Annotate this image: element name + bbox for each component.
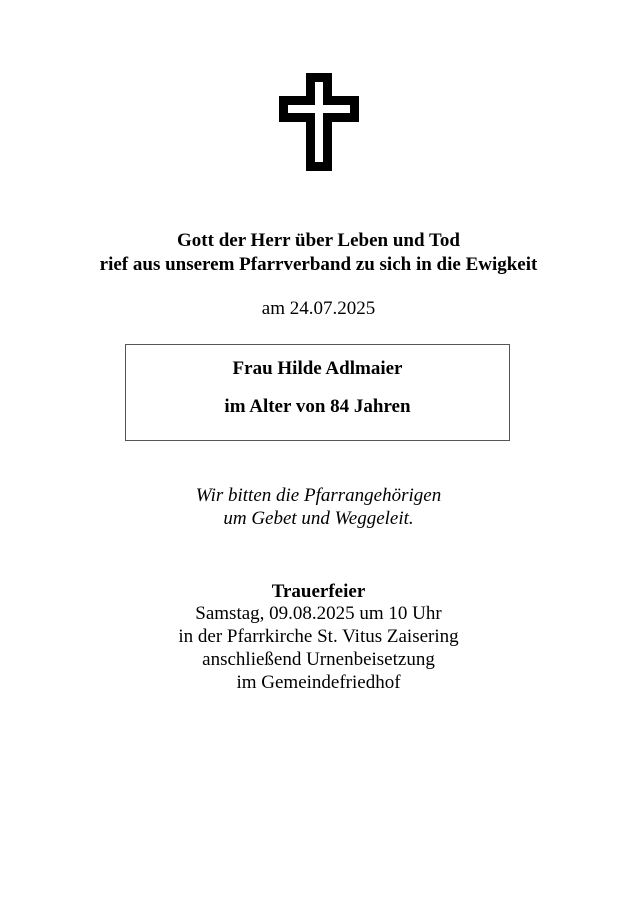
ceremony-followup: anschließend Urnenbeisetzung	[202, 649, 435, 670]
ceremony-date-time: Samstag, 09.08.2025 um 10 Uhr	[195, 603, 442, 624]
ceremony-place: im Gemeindefriedhof	[236, 672, 401, 693]
deceased-name: Frau Hilde Adlmaier	[232, 358, 403, 379]
heading-line-1: Gott der Herr über Leben und Tod	[177, 230, 460, 251]
heading-line-2: rief aus unserem Pfarrverband zu sich in die Ewigkeit	[99, 254, 538, 275]
deceased-age: im Alter von 84 Jahren	[224, 396, 411, 417]
death-date: am 24.07.2025	[261, 298, 376, 319]
ceremony-location: in der Pfarrkirche St. Vitus Zaisering	[178, 626, 459, 647]
deceased-box	[125, 344, 510, 441]
cross-icon	[279, 73, 359, 171]
ceremony-title: Trauerfeier	[271, 581, 366, 602]
prayer-request-line-2: um Gebet und Weggeleit.	[223, 508, 414, 529]
prayer-request-line-1: Wir bitten die Pfarrangehörigen	[195, 485, 442, 506]
